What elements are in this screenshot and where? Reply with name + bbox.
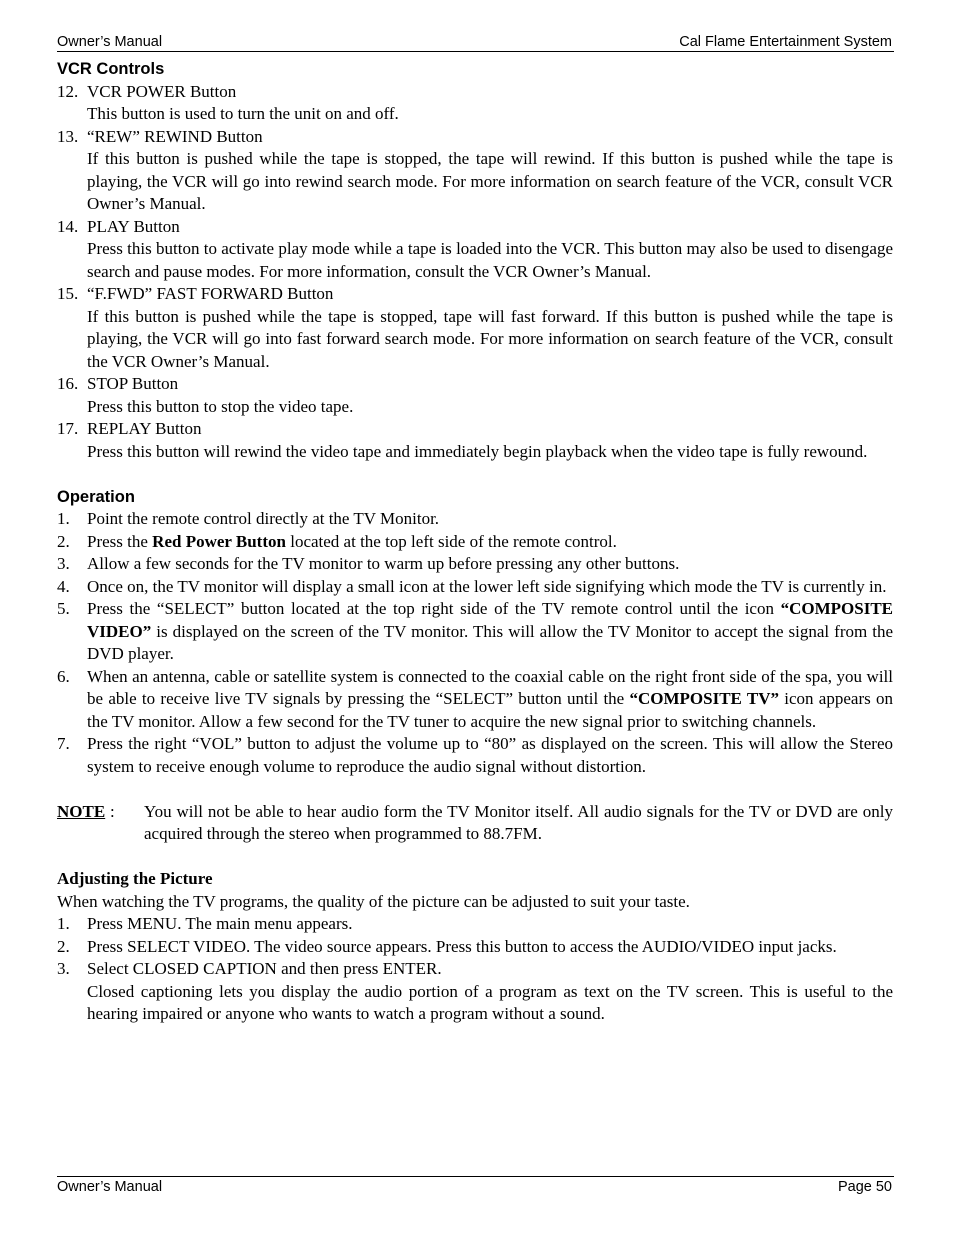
note-text: You will not be able to hear audio form the TV Monitor itself. All audio signals for the TV or DVD are only acquired through the stereo when programmed to 88.7FM. xyxy=(144,801,893,843)
item-text: Once on, the TV monitor will display a small icon at the lower left side signifying which mode the TV is currently in. xyxy=(87,576,887,596)
list-item xyxy=(57,216,893,239)
item-text: Select CLOSED CAPTION and then press ENTER. xyxy=(87,959,442,978)
item-label: STOP Button xyxy=(87,374,179,393)
item-number: 3. xyxy=(57,554,70,573)
list-item xyxy=(57,913,893,936)
item-text-bold: “COMPOSITE TV” xyxy=(629,689,779,708)
item-text-pre: When an antenna, cable or satellite system is connected to the coaxial cable on the right front side of the spa, you will be able to receive live TV signals by pressing the “SELECT” button until the xyxy=(87,666,893,708)
list-item xyxy=(57,283,893,306)
item-text-pre: Press the xyxy=(87,531,153,551)
item-number: 3. xyxy=(57,959,70,978)
item-number: 2. xyxy=(57,936,70,956)
list-item xyxy=(57,958,893,981)
item-description: Press this button to activate play mode while a tape is loaded into the VCR. This button may also be used to disengage search and pause modes. For more information, consult the VCR Owner’s Manual. xyxy=(87,239,893,281)
list-item xyxy=(57,531,893,554)
item-number: 5. xyxy=(57,599,70,618)
page-header xyxy=(57,33,894,52)
item-text: Press SELECT VIDEO. The video source appears. Press this button to access the AUDIO/VIDEO input jacks. xyxy=(87,936,837,956)
list-item xyxy=(57,373,893,396)
closing-paragraph: Closed captioning lets you display the audio portion of a program as text on the TV screen. This is useful to the hearing impaired or anyone who wants to watch a program without a sound. xyxy=(87,981,893,1023)
list-item xyxy=(57,553,893,576)
item-number: 14. xyxy=(57,216,79,236)
item-number: 13. xyxy=(57,126,79,146)
item-text: Press the right “VOL” button to adjust the volume up to “80” as displayed on the screen. This will allow the Stereo system to receive enough volume to reproduce the audio signal without distortion. xyxy=(87,734,893,776)
item-label: REPLAY Button xyxy=(87,419,202,438)
item-label: PLAY Button xyxy=(87,216,180,236)
item-text-post: is displayed on the screen of the TV monitor. This will allow the TV Monitor to accept the signal from the DVD player. xyxy=(87,621,893,663)
item-description: This button is used to turn the unit on and off. xyxy=(87,104,399,123)
adjusting-heading: Adjusting the Picture xyxy=(57,869,213,888)
operation-heading: Operation xyxy=(57,487,135,506)
page-footer xyxy=(57,1176,894,1195)
item-number: 15. xyxy=(57,284,79,303)
item-description: Press this button will rewind the video tape and immediately begin playback when the video tape is fully rewound. xyxy=(87,441,868,461)
item-text-bold: “COMPOSITE VIDEO” xyxy=(87,599,893,641)
item-number: 7. xyxy=(57,734,70,753)
header-right-text: Cal Flame Entertainment System xyxy=(679,34,892,50)
list-item xyxy=(57,598,893,666)
note-colon: : xyxy=(110,801,115,821)
item-number: 1. xyxy=(57,914,70,933)
list-item xyxy=(57,576,893,599)
item-text-pre: Press the “SELECT” button located at the top right side of the TV remote control until the icon xyxy=(87,599,781,618)
item-label: “REW” REWIND Button xyxy=(87,126,263,146)
page-number: Page 50 xyxy=(837,1179,892,1195)
footer-left-text: Owner’s Manual xyxy=(57,1179,163,1195)
item-number: 16. xyxy=(57,374,79,393)
page-content xyxy=(57,58,893,1026)
item-label: VCR POWER Button xyxy=(87,81,237,101)
header-left-text: Owner’s Manual xyxy=(57,34,163,50)
item-text-bold: Red Power Button xyxy=(152,531,286,551)
list-item xyxy=(57,936,893,959)
list-item xyxy=(57,81,893,104)
list-item xyxy=(57,666,893,734)
vcr-controls-heading: VCR Controls xyxy=(57,60,165,78)
item-label: “F.FWD” FAST FORWARD Button xyxy=(87,284,334,303)
item-description: If this button is pushed while the tape is stopped, tape will fast forward. If this button is pushed while the tape is playing, the VCR will go into fast forward search mode. For more information on search feature of the VCR, consult the VCR Owner’s Manual. xyxy=(87,306,893,371)
item-number: 17. xyxy=(57,419,79,438)
list-item xyxy=(57,733,893,778)
note-block xyxy=(57,801,893,846)
item-text-post: icon appears on the TV monitor. Allow a few second for the TV tuner to acquire the new signal prior to switching channels. xyxy=(87,689,893,731)
item-text: Allow a few seconds for the TV monitor to warm up before pressing any other buttons. xyxy=(87,554,680,573)
list-item xyxy=(57,126,893,149)
item-number: 4. xyxy=(57,576,70,596)
item-description: Press this button to stop the video tape. xyxy=(87,396,354,416)
note-label: NOTE xyxy=(57,801,106,821)
item-number: 2. xyxy=(57,531,70,551)
item-description: If this button is pushed while the tape is stopped, the tape will rewind. If this button is pushed while the tape is playing, the VCR will go into rewind search mode. For more information on search feature of the VCR, consult VCR Owner’s Manual. xyxy=(87,149,893,213)
item-text-post: located at the top left side of the remote control. xyxy=(285,531,617,551)
item-number: 1. xyxy=(57,509,70,528)
list-item xyxy=(57,508,893,531)
adjusting-intro: When watching the TV programs, the quality of the picture can be adjusted to suit your taste. xyxy=(57,891,690,911)
item-number: 6. xyxy=(57,666,70,686)
item-text: Point the remote control directly at the TV Monitor. xyxy=(87,509,440,528)
item-number: 12. xyxy=(57,81,79,101)
item-text: Press MENU. The main menu appears. xyxy=(87,914,353,933)
list-item xyxy=(57,418,893,441)
